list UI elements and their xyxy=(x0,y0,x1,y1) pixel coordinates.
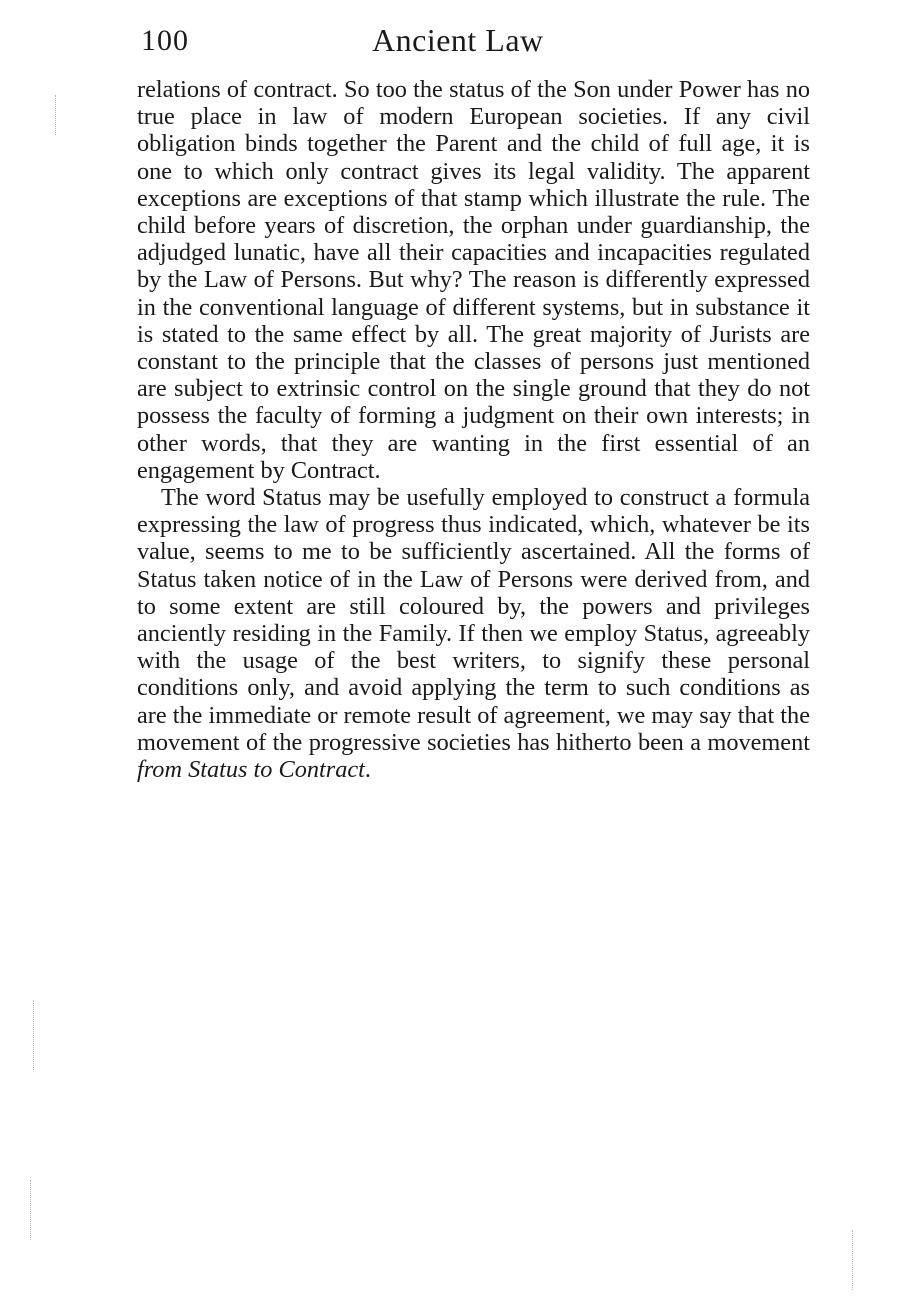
margin-scan-marks xyxy=(33,1000,35,1070)
page-header xyxy=(137,18,810,62)
body-text xyxy=(137,76,810,783)
paragraph-status-formula xyxy=(137,484,810,783)
paragraph-end: . xyxy=(364,756,371,784)
paragraph-text: The word Status may be usefully employed to construct a formula expressing the law of progress thus indicated, which, whatever be its value, seems to me to be sufficiently ascertained. All the forms of Status taken notice of in the Law of Persons were derived from, and to some extent are still coloured by, the powers and privileges anciently residing in the Family. If then we employ Status, agreeably with the usage of the best writers, to signify these personal conditions only, and avoid applying the term to such conditions as are the immediate or remote result of agreement, we may say that the movement of the progressive societies has hitherto been a movement xyxy=(137,484,810,756)
emphasis-phrase: from Status to Contract xyxy=(137,756,365,784)
margin-scan-marks xyxy=(30,1180,32,1240)
margin-scan-marks xyxy=(55,95,57,135)
running-title: Ancient Law xyxy=(372,22,544,58)
page-number: 100 xyxy=(141,24,189,57)
paragraph-continuation: relations of contract. So too the status of the Son under Power has no true place in law of modern European societies. If any civil obligation binds together the Parent and the child of full age, it is one to which only contract gives its legal validity. The apparent exceptions are exceptions of that stamp which illustrate the rule. The child before years of discretion, the orphan under guardianship, the adjudged lunatic, have all their capacities and incapacities regulated by the Law of Persons. But why? The reason is differently expressed in the conventional language of different systems, but in substance it is stated to the same effect by all. The great majority of Jurists are constant to the principle that the classes of persons just mentioned are subject to extrinsic control on the single ground that they do not possess the faculty of forming a judgment on their own interests; in other words, that they are wanting in the first essential of an engagement by Contract. xyxy=(137,76,810,484)
margin-scan-marks xyxy=(852,1230,854,1290)
